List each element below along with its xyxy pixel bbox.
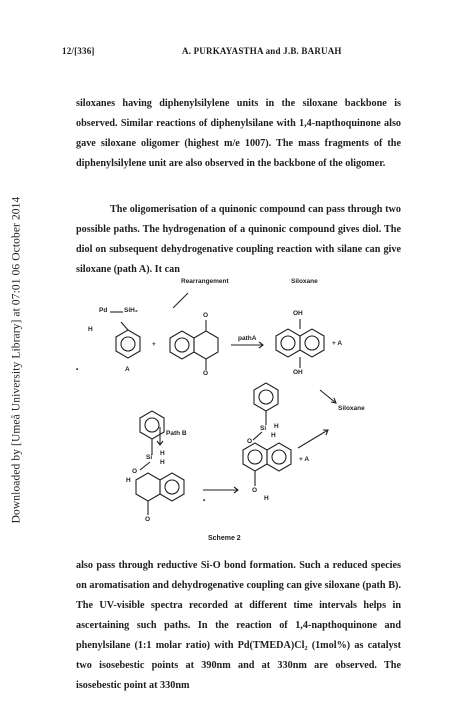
siloxane-label-right: Siloxane — [338, 405, 365, 412]
naphthol-o-label: O — [252, 487, 258, 494]
page-number: 12/[336] — [62, 46, 95, 56]
siloxy-ring-right — [267, 443, 291, 471]
pd-label: Pd — [99, 307, 108, 314]
bond-pd-ring — [121, 322, 128, 330]
aromatic-circle-1 — [121, 337, 135, 351]
quinone-ring-right — [194, 331, 218, 359]
aromatic-circle-8 — [248, 450, 262, 464]
rearrangement-label: Rearrangement — [181, 278, 229, 285]
paragraph-siloxanes: siloxanes having diphenylsilylene units in the siloxane backbone is observed. Similar reactions of diphenylsilane with 1,4-napthoquinone also gave siloxane oligomer (highest m/e 1007). The mass fragments of the diphenylsilylene unit are also observed in the backbone of the oligomer. — [76, 98, 401, 169]
si-label-left: Si — [146, 454, 153, 461]
dot-left: • — [76, 366, 79, 373]
aromatic-circle-4 — [305, 336, 319, 350]
arrow-to-siloxane-lower — [298, 430, 328, 448]
oh-bottom-label: OH — [293, 369, 303, 376]
phenyl-ring-center — [254, 383, 278, 411]
diol-ring-left — [276, 329, 300, 357]
aromatic-circle-3 — [281, 336, 295, 350]
reaction-scheme — [76, 278, 388, 545]
path-a-label: pathA — [238, 335, 257, 342]
quinone-o-top: O — [203, 312, 209, 319]
scheme-drawing — [88, 290, 388, 545]
aromatic-circle-2 — [175, 338, 189, 352]
dot-bottom: • — [203, 497, 206, 504]
reduced-o-label: O — [145, 516, 151, 523]
aromatic-circle-5 — [145, 418, 159, 432]
si-label-center: Si — [260, 425, 267, 432]
siloxane-label-top: Siloxane — [291, 278, 318, 285]
aromatic-circle-7 — [259, 390, 273, 404]
reduced-ring-right — [160, 473, 184, 501]
siloxy-ring-left — [243, 443, 267, 471]
si-o-bond — [140, 462, 150, 470]
o-label-center: O — [247, 438, 253, 445]
arrow-to-rearrangement — [173, 293, 188, 308]
reduced-ring-left — [136, 473, 160, 501]
oh-top-label: OH — [293, 310, 303, 317]
arrow-diol-siloxane — [320, 390, 336, 403]
center-h-label-2: H — [271, 432, 276, 439]
si-h-label-1: H — [160, 450, 165, 457]
si-h-label-2: H — [160, 459, 165, 466]
h-label-reduced: H — [126, 477, 131, 484]
aromatic-circle-9 — [272, 450, 286, 464]
scheme-caption: Scheme 2 — [208, 535, 241, 542]
plus-sign-left: + — [152, 341, 156, 348]
quinone-ring-left — [170, 331, 194, 359]
center-h-label-1: H — [274, 423, 279, 430]
naphthol-h-label: H — [264, 495, 269, 502]
a-label-left: A — [125, 366, 130, 373]
paragraph-reductive-si-o: also pass through reductive Si-O bond formation. Such a reduced species on aromatisation and dehydrogenative coupling can give siloxane (path B). The UV-visible spectra recorded at different time intervals helps in ascertaining such paths. In the reaction of 1,4-napthoquinone and phenylsilane (1:1 molar ratio) with Pd(TMEDA)Cl₂ (1mol%) as catalyst two isosebestic points at 390nm and at 330nm are observed. The isosebestic point at 330nm — [76, 560, 401, 691]
plus-a-bottom: + A — [299, 456, 310, 463]
aromatic-circle-6 — [165, 480, 179, 494]
path-b-label: Path B — [166, 430, 187, 437]
paragraph-oligomerisation: The oligomerisation of a quinonic compound can pass through two possible paths. The hydrogenation of a quinonic compound gives diol. The diol on subsequent dehydrogenative coupling reaction with silane can give siloxane (path A). It can — [76, 204, 401, 275]
running-head-authors: A. PURKAYASTHA and J.B. BARUAH — [182, 46, 342, 56]
quinone-o-bottom: O — [203, 370, 209, 377]
h-label-left: H — [88, 326, 93, 333]
running-head — [62, 46, 382, 60]
plus-a-top: + A — [332, 340, 343, 347]
o-label-left: O — [132, 468, 138, 475]
center-si-o-bond — [253, 432, 262, 440]
diol-ring-right — [300, 329, 324, 357]
download-watermark-text: Downloaded by [Umeå University Library] at 07:01 06 October 2014 — [10, 196, 23, 524]
download-watermark — [6, 170, 26, 550]
benzene-ring-1 — [116, 330, 140, 358]
sih2-label: SiH₂ — [124, 307, 138, 314]
